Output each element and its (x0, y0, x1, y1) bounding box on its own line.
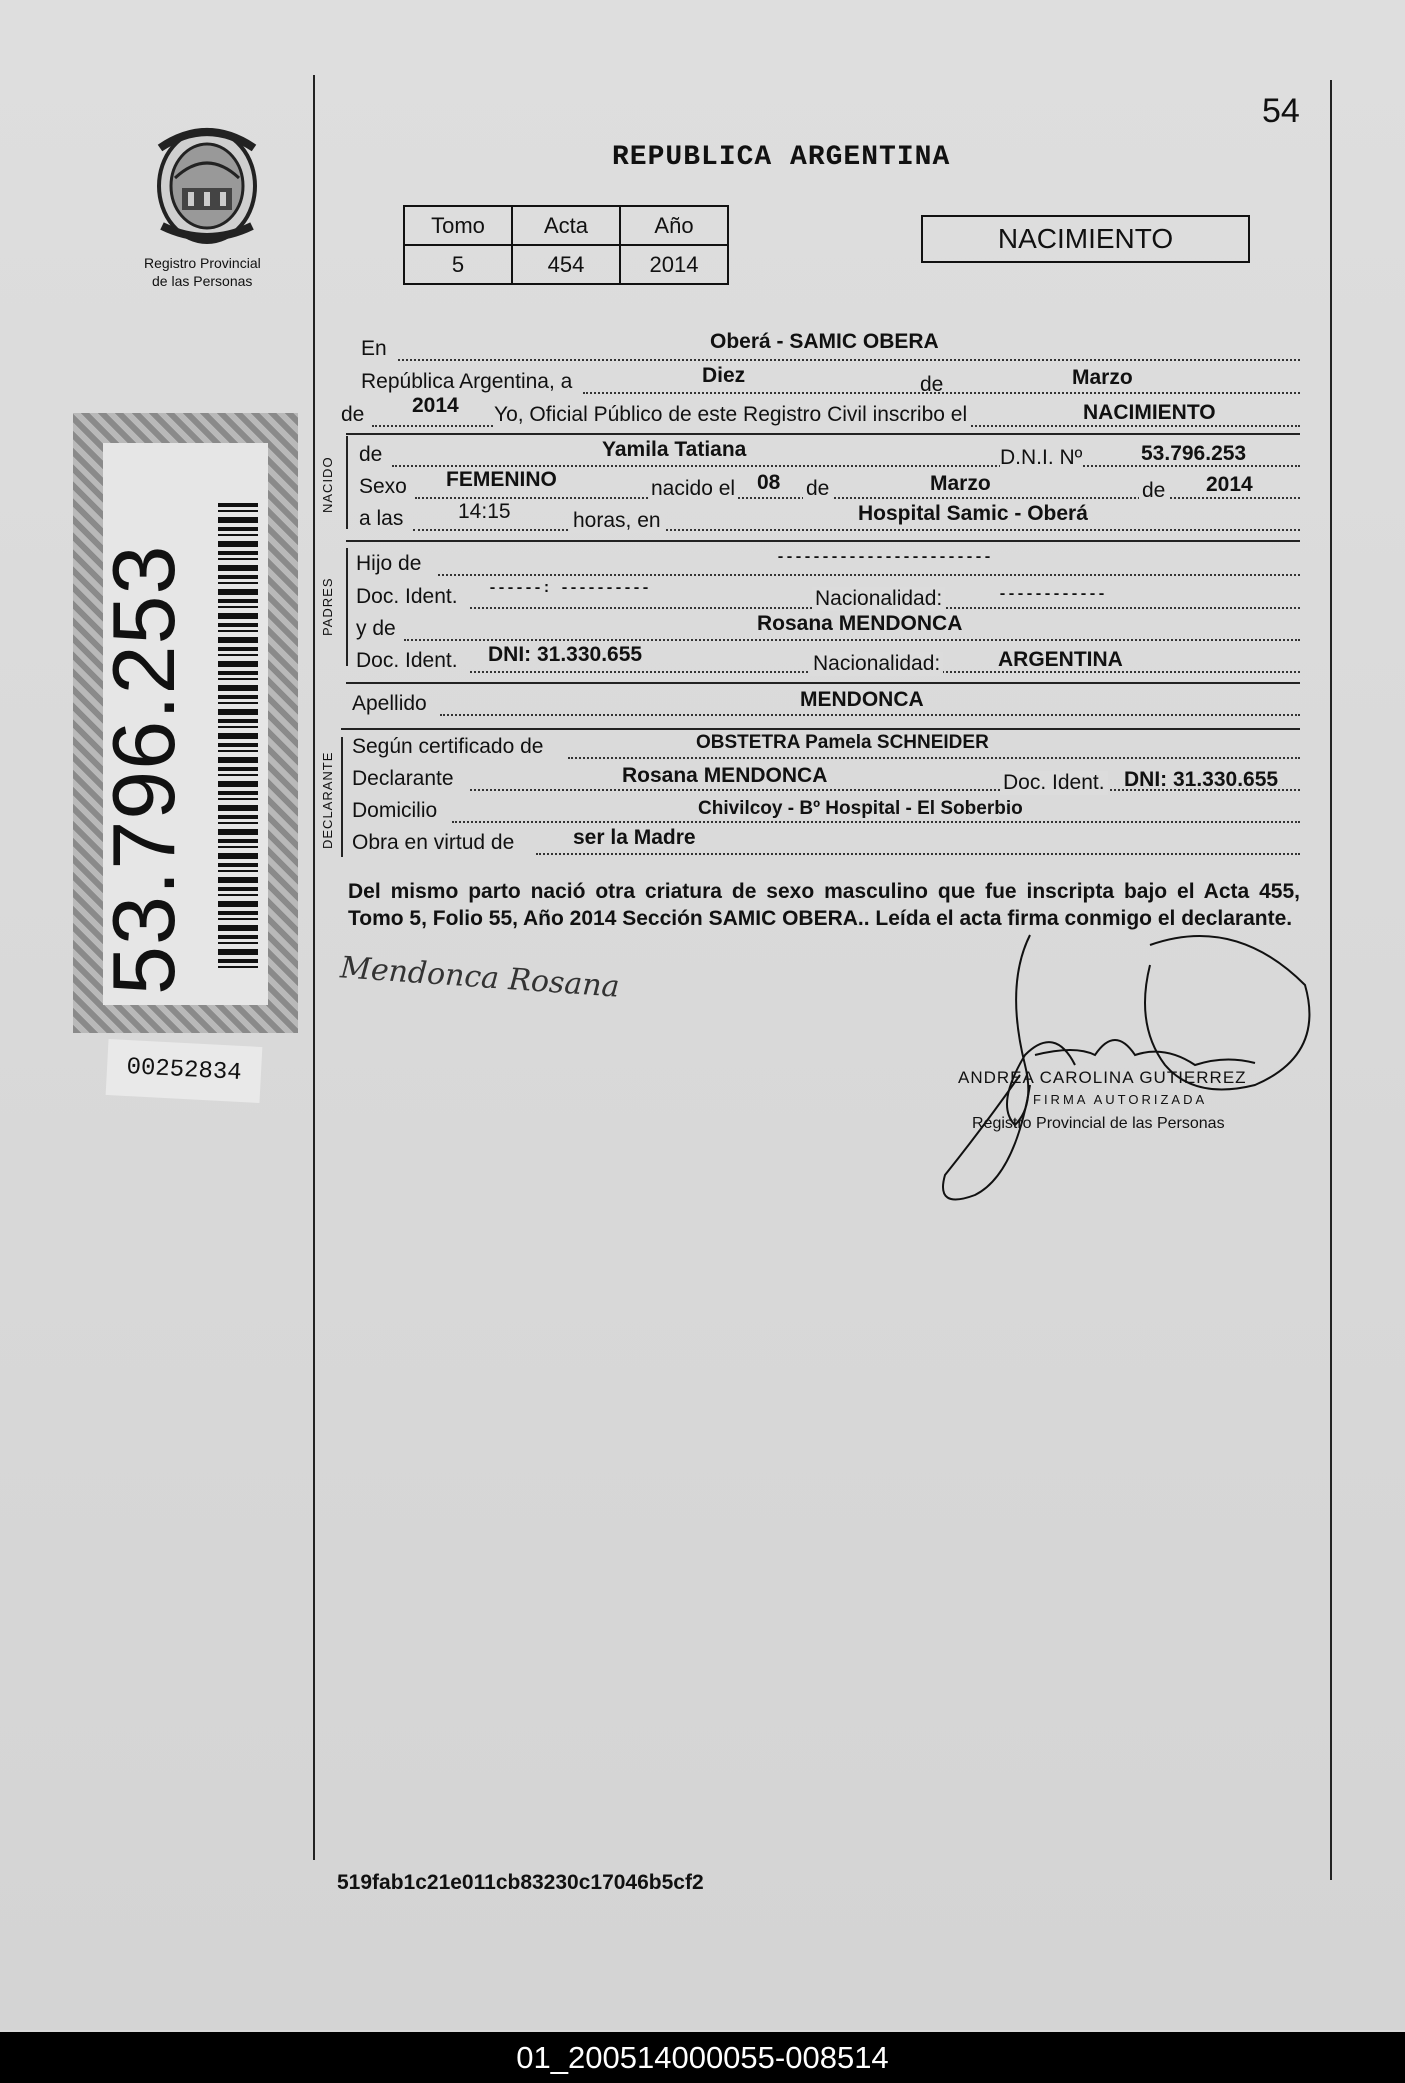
dotted-line (440, 714, 1300, 716)
section-rule (346, 433, 1300, 435)
nacionalidad-label: Nacionalidad: (810, 652, 943, 676)
mother-name-value: Rosana MENDONCA (757, 612, 963, 635)
birth-place-value: Hospital Samic - Oberá (858, 502, 1088, 525)
place-value: Oberá - SAMIC OBERA (710, 330, 939, 353)
dni-label: D.N.I. Nº (1000, 446, 1083, 469)
provincial-emblem-icon (150, 118, 265, 248)
declarante-label: Declarante (352, 767, 454, 790)
certificado-label: Según certificado de (352, 735, 544, 758)
section-divider (346, 436, 348, 529)
year-value: 2014 (412, 394, 459, 417)
day-text-value: Diez (702, 364, 746, 387)
section-label-nacido: NACIDO (320, 456, 335, 513)
declarante-doc-value: DNI: 31.330.655 (1124, 768, 1279, 791)
document-hash: 519fab1c21e011cb83230c17046b5cf2 (337, 1871, 704, 1894)
month-value: Marzo (1072, 366, 1133, 389)
table-header: Acta (512, 206, 620, 245)
section-label-declarante: DECLARANTE (320, 751, 335, 849)
mother-doc-value: DNI: 31.330.655 (488, 643, 643, 666)
emblem-org-line2: de las Personas (152, 273, 253, 289)
official-name: ANDREA CAROLINA GUTIERREZ (958, 1068, 1247, 1087)
nacido-de-label: de (359, 443, 383, 466)
father-doc-value: ------: ---------- (488, 580, 651, 597)
emblem-org-line1: Registro Provincial (144, 255, 261, 271)
official-role: FIRMA AUTORIZADA (1033, 1092, 1208, 1107)
table-cell: 454 (512, 245, 620, 284)
section-label-padres: PADRES (320, 577, 335, 636)
obra-value: ser la Madre (573, 826, 696, 849)
doc-ident-label: Doc. Ident. (356, 585, 458, 608)
record-value: NACIMIENTO (1083, 401, 1216, 424)
section-rule (346, 682, 1300, 684)
birth-day-value: 08 (757, 471, 781, 494)
birth-year-value: 2014 (1206, 473, 1253, 496)
dni-value: 53.796.253 (1141, 442, 1247, 465)
father-nat-value: ------------ (998, 586, 1107, 603)
section-rule (346, 540, 1300, 542)
page-title: REPUBLICA ARGENTINA (612, 142, 951, 173)
de-label: de (1139, 479, 1168, 503)
apellido-label: Apellido (352, 692, 427, 715)
barcode-number: 53.796.253 (94, 544, 193, 995)
dotted-line (536, 853, 1300, 855)
child-name-value: Yamila Tatiana (602, 438, 747, 461)
barcode-panel (94, 443, 268, 1005)
mother-nat-value: ARGENTINA (998, 648, 1123, 671)
birth-time-value: 14:15 (458, 500, 511, 523)
section-rule (341, 728, 1300, 730)
serial-number: 00252834 (106, 1039, 263, 1103)
hijo-de-label: Hijo de (356, 552, 422, 575)
table-cell: 5 (404, 245, 512, 284)
record-type-box: NACIMIENTO (921, 215, 1250, 263)
domicilio-value: Chivilcoy - Bº Hospital - El Soberbio (698, 798, 1023, 819)
domicilio-label: Domicilio (352, 799, 438, 822)
doc-ident-label: Doc. Ident. (356, 649, 458, 672)
obra-label: Obra en virtud de (352, 831, 515, 854)
a-las-label: a las (359, 507, 404, 530)
section-divider (346, 548, 348, 666)
oficial-text: Yo, Oficial Público de este Registro Civil inscribo el (494, 403, 971, 427)
en-label: En (361, 337, 387, 360)
dotted-line (404, 639, 1300, 641)
father-name-value: ------------------------ (776, 549, 993, 566)
left-margin-line (313, 75, 315, 1860)
de-label: de (803, 477, 832, 501)
horas-label: horas, en (570, 509, 664, 533)
declarante-value: Rosana MENDONCA (622, 764, 828, 787)
register-table (403, 205, 729, 285)
dotted-line (413, 529, 1300, 531)
dotted-line (452, 821, 1300, 823)
nacionalidad-label: Nacionalidad: (812, 587, 945, 611)
note-paragraph: Del mismo parto nació otra criatura de sexo masculino que fue inscripta bajo el Acta 455, Tomo 5, Folio 55, Año 2014 Sección SAMIC OBERA.. Leída el acta firma conmigo el declarante. (348, 880, 1300, 930)
declarante-signature: Mendonca Rosana (339, 950, 621, 1005)
y-de-label: y de (356, 617, 396, 640)
official-org: Registro Provincial de las Personas (972, 1115, 1225, 1132)
republica-label: República Argentina, a (361, 370, 573, 393)
barcode-sticker (73, 413, 298, 1033)
right-margin-line (1330, 80, 1332, 1880)
apellido-value: MENDONCA (800, 688, 924, 711)
dotted-line (398, 359, 1300, 361)
page-number: 54 (1262, 92, 1300, 130)
table-header: Tomo (404, 206, 512, 245)
de-label: de (920, 373, 944, 396)
dotted-line (438, 574, 1300, 576)
doc-ident-label: Doc. Ident. (1000, 771, 1108, 795)
section-divider (341, 737, 343, 857)
footer-id: 01_200514000055-008514 (0, 2032, 1405, 2083)
barcode-bars-icon (218, 503, 258, 973)
table-header: Año (620, 206, 728, 245)
sexo-value: FEMENINO (446, 468, 557, 491)
sexo-label: Sexo (359, 475, 407, 498)
nacido-el-label: nacido el (648, 477, 738, 501)
dotted-line (568, 757, 1300, 759)
de-label: de (341, 403, 365, 426)
certificado-value: OBSTETRA Pamela SCHNEIDER (696, 732, 989, 753)
birth-month-value: Marzo (930, 472, 991, 495)
table-cell: 2014 (620, 245, 728, 284)
